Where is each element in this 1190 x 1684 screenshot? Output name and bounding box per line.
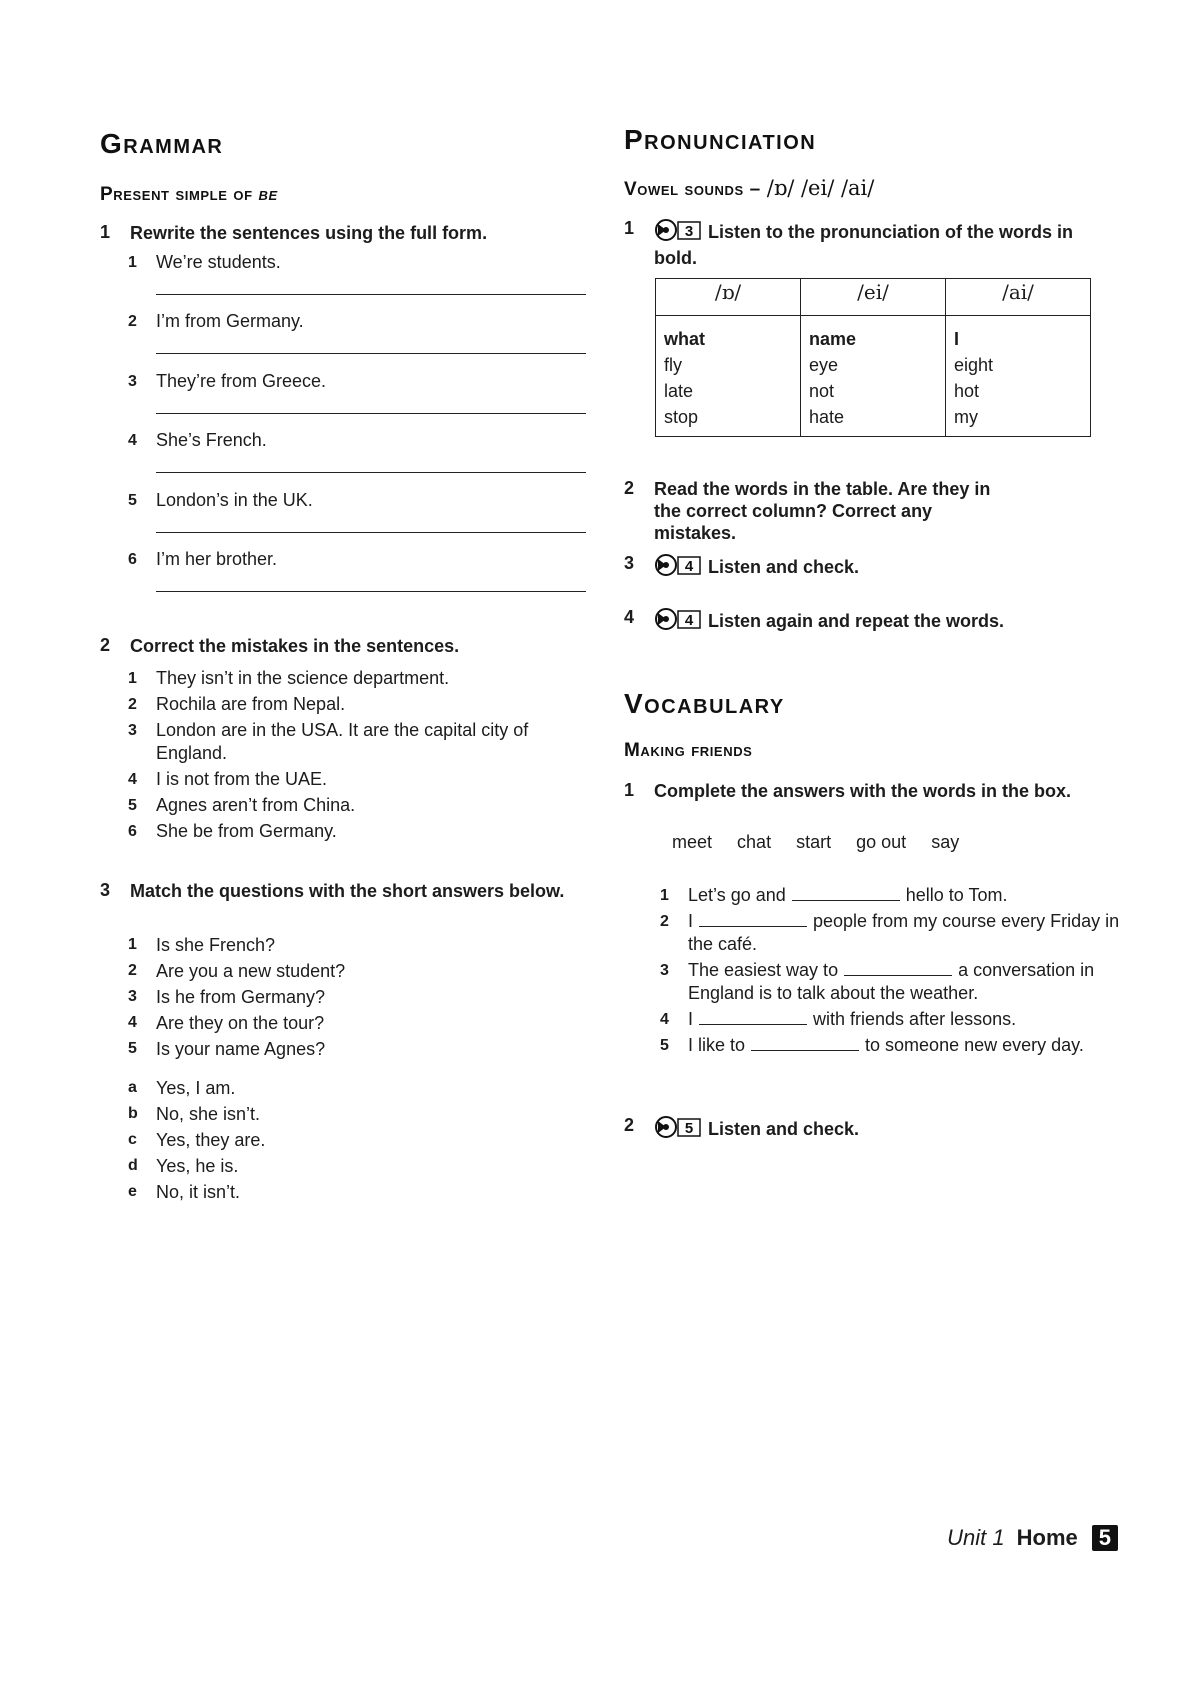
answer-list [128, 1075, 595, 1205]
grammar-subheading [100, 184, 278, 206]
item-text: They isn’t in the science department. [156, 668, 450, 688]
correction-list [128, 667, 595, 846]
item-number: 3 [660, 962, 669, 979]
gap-fill-list [660, 884, 1139, 1060]
list-item [128, 719, 595, 765]
vowel-table [655, 278, 1091, 437]
item-text: I is not from the UAE. [156, 769, 328, 789]
item-text: She’s French. [156, 430, 267, 451]
audio-cd-icon[interactable] [654, 218, 704, 247]
word-box-item: say [931, 832, 960, 852]
track-number: 4 [684, 612, 694, 629]
answer-line[interactable] [156, 591, 586, 592]
item-number: 4 [128, 1014, 137, 1031]
item-number: 3 [128, 988, 137, 1005]
word: late [664, 381, 694, 401]
exercise-number: 2 [624, 478, 635, 498]
word: I [954, 329, 960, 349]
item-text-before: I [688, 1009, 694, 1029]
item-text: Rochila are from Nepal. [156, 694, 346, 714]
answer-item [128, 1127, 595, 1153]
grammar-heading: Grammar [100, 128, 224, 159]
question-list [128, 932, 595, 1062]
item-text-after: hello to Tom. [905, 885, 1008, 905]
exercise-number: 4 [624, 607, 635, 627]
answer-item [128, 1075, 595, 1101]
item-text: Is your name Agnes? [156, 1039, 326, 1059]
list-item [128, 768, 595, 791]
footer-section: Home [1016, 1525, 1078, 1550]
table-header: /ei/ [801, 279, 946, 316]
question-item [128, 958, 595, 984]
item-number: 1 [128, 254, 137, 271]
item-number: 4 [128, 432, 137, 450]
word-box-item: chat [737, 832, 772, 852]
item-text-before: Let’s go and [688, 885, 786, 905]
item-text: She be from Germany. [156, 821, 337, 841]
item-number: 2 [128, 696, 137, 713]
word: not [809, 381, 835, 401]
item-number: 1 [660, 887, 669, 904]
item-letter: e [128, 1183, 137, 1200]
word: name [809, 329, 857, 349]
exercise-number: 2 [100, 635, 111, 655]
exercise-number: 3 [624, 553, 635, 573]
exercise-number: 1 [624, 218, 635, 238]
track-number: 3 [684, 223, 694, 240]
item-number: 5 [128, 1040, 137, 1057]
rewrite-item [128, 547, 595, 606]
item-text: No, she isn’t. [156, 1104, 261, 1124]
rewrite-item [128, 488, 595, 547]
item-text: Yes, I am. [156, 1078, 236, 1098]
table-cell [946, 316, 1091, 437]
rewrite-item [128, 369, 595, 428]
word: hot [954, 381, 980, 401]
exercise-instruction: Correct the mistakes in the sentences. [130, 636, 460, 656]
grammar-subheading-em: be [258, 184, 278, 205]
item-letter: c [128, 1131, 137, 1148]
item-number: 5 [128, 797, 137, 814]
list-item [128, 667, 595, 690]
pronunciation-subheading-main: Vowel sounds – [624, 179, 761, 200]
question-item [128, 1010, 595, 1036]
table-header: /ɒ/ [656, 279, 801, 316]
exercise-instruction: Listen and check. [708, 557, 860, 577]
word-box-item: start [796, 832, 832, 852]
page-footer [947, 1525, 1118, 1551]
word: fly [664, 355, 682, 375]
item-text: Are they on the tour? [156, 1013, 325, 1033]
table-cell [656, 316, 801, 437]
answer-blank[interactable] [792, 886, 900, 901]
answer-item [128, 1153, 595, 1179]
answer-line[interactable] [156, 413, 586, 414]
word: stop [664, 407, 699, 427]
pronunciation-subheading [624, 176, 874, 201]
gap-fill-item [660, 1008, 1139, 1031]
audio-cd-icon[interactable] [654, 607, 704, 636]
footer-unit: Unit 1 [947, 1525, 1005, 1550]
item-text-after: people from my course every Friday in the café. [688, 911, 1120, 954]
rewrite-item [128, 250, 595, 309]
item-number: 6 [128, 823, 137, 840]
exercise-number: 3 [100, 880, 111, 900]
audio-cd-icon[interactable] [654, 1115, 704, 1144]
word-box-item: meet [672, 832, 713, 852]
gap-fill-item [660, 884, 1139, 907]
track-number: 4 [684, 558, 694, 575]
answer-blank[interactable] [699, 912, 807, 927]
item-letter: a [128, 1079, 137, 1096]
item-text: Are you a new student? [156, 961, 346, 981]
gap-fill-item [660, 910, 1139, 956]
list-item [128, 693, 595, 716]
item-text: No, it isn’t. [156, 1182, 241, 1202]
word: eye [809, 355, 839, 375]
item-number: 5 [128, 491, 137, 509]
item-text: Agnes aren’t from China. [156, 795, 356, 815]
word: hate [809, 407, 845, 427]
question-item [128, 984, 595, 1010]
gap-fill-item [660, 959, 1139, 1005]
item-text-after: a conversation in England is to talk about the weather. [688, 960, 1095, 1003]
exercise-number: 1 [624, 780, 635, 800]
item-number: 2 [660, 913, 669, 930]
audio-cd-icon[interactable] [654, 553, 704, 582]
word: what [664, 329, 706, 349]
item-text: They’re from Greece. [156, 370, 327, 391]
item-text: I’m from Germany. [156, 311, 304, 332]
exercise-instruction: Listen and check. [708, 1119, 860, 1139]
answer-line[interactable] [156, 294, 586, 295]
table-cell [801, 316, 946, 437]
answer-line[interactable] [156, 353, 586, 354]
gap-fill-item [660, 1034, 1139, 1057]
answer-line[interactable] [156, 532, 586, 533]
item-number: 2 [128, 313, 137, 331]
exercise-instruction: Listen again and repeat the words. [708, 611, 1005, 631]
item-number: 4 [128, 771, 137, 788]
table-header: /ai/ [946, 279, 1091, 316]
list-item [128, 820, 595, 843]
exercise-instruction-wrap [654, 1115, 1139, 1144]
vocabulary-subheading: Making friends [624, 740, 753, 761]
track-number: 5 [684, 1120, 694, 1137]
item-text-before: I like to [688, 1035, 746, 1055]
list-item [128, 794, 595, 817]
item-number: 3 [128, 722, 137, 739]
answer-item [128, 1179, 595, 1205]
answer-blank[interactable] [751, 1036, 859, 1051]
rewrite-list [128, 250, 595, 606]
exercise-instruction: Complete the answers with the words in the box. [654, 781, 1072, 801]
item-text: London’s in the UK. [156, 489, 313, 510]
rewrite-item [128, 428, 595, 487]
item-number: 4 [660, 1011, 669, 1028]
question-item [128, 932, 595, 958]
exercise-instruction-wrap [654, 553, 1139, 582]
grammar-subheading-main: Present simple of [100, 184, 253, 205]
item-letter: d [128, 1157, 138, 1174]
answer-item [128, 1101, 595, 1127]
exercise-number: 2 [624, 1115, 635, 1135]
question-item [128, 1036, 595, 1062]
exercise-instruction: Read the words in the table. Are they in the correct column? Correct any mistakes. [654, 479, 991, 543]
vocabulary-heading: Vocabulary [624, 688, 785, 719]
item-text: We’re students. [156, 252, 281, 272]
exercise-instruction: Rewrite the sentences using the full form. [130, 223, 488, 243]
word: eight [954, 355, 994, 375]
word-box-item: go out [856, 832, 907, 852]
item-text-after: to someone new every day. [865, 1035, 1084, 1055]
word: my [954, 407, 978, 427]
answer-blank[interactable] [699, 1010, 807, 1025]
exercise-instruction: Match the questions with the short answers below. [130, 881, 565, 901]
item-number: 2 [128, 962, 137, 979]
item-text: Is he from Germany? [156, 987, 326, 1007]
item-text: Yes, they are. [156, 1130, 266, 1150]
answer-line[interactable] [156, 472, 586, 473]
item-text: Is she French? [156, 935, 276, 955]
word-box [672, 832, 979, 853]
item-text: I’m her brother. [156, 548, 278, 569]
exercise-number: 1 [100, 222, 111, 242]
item-text-before: The easiest way to [688, 960, 839, 980]
pronunciation-subheading-ipa: /ɒ/ /ei/ /ai/ [766, 176, 875, 200]
item-number: 6 [128, 550, 137, 568]
item-text-before: I [688, 911, 694, 931]
item-text-after: with friends after lessons. [813, 1009, 1017, 1029]
exercise-instruction-wrap [654, 607, 1139, 636]
item-number: 1 [128, 670, 137, 687]
pronunciation-heading: Pronunciation [624, 124, 817, 155]
answer-blank[interactable] [844, 961, 952, 976]
item-text: Yes, he is. [156, 1156, 239, 1176]
item-number: 1 [128, 936, 137, 953]
item-number: 5 [660, 1037, 669, 1054]
exercise-instruction: Listen to the pronunciation of the words in bold. [654, 222, 1073, 268]
item-text: London are in the USA. It are the capital city of England. [156, 720, 529, 763]
item-letter: b [128, 1105, 138, 1122]
exercise-instruction-wrap [654, 218, 1079, 269]
rewrite-item [128, 309, 595, 368]
item-number: 3 [128, 372, 137, 390]
page-number: 5 [1092, 1525, 1118, 1551]
